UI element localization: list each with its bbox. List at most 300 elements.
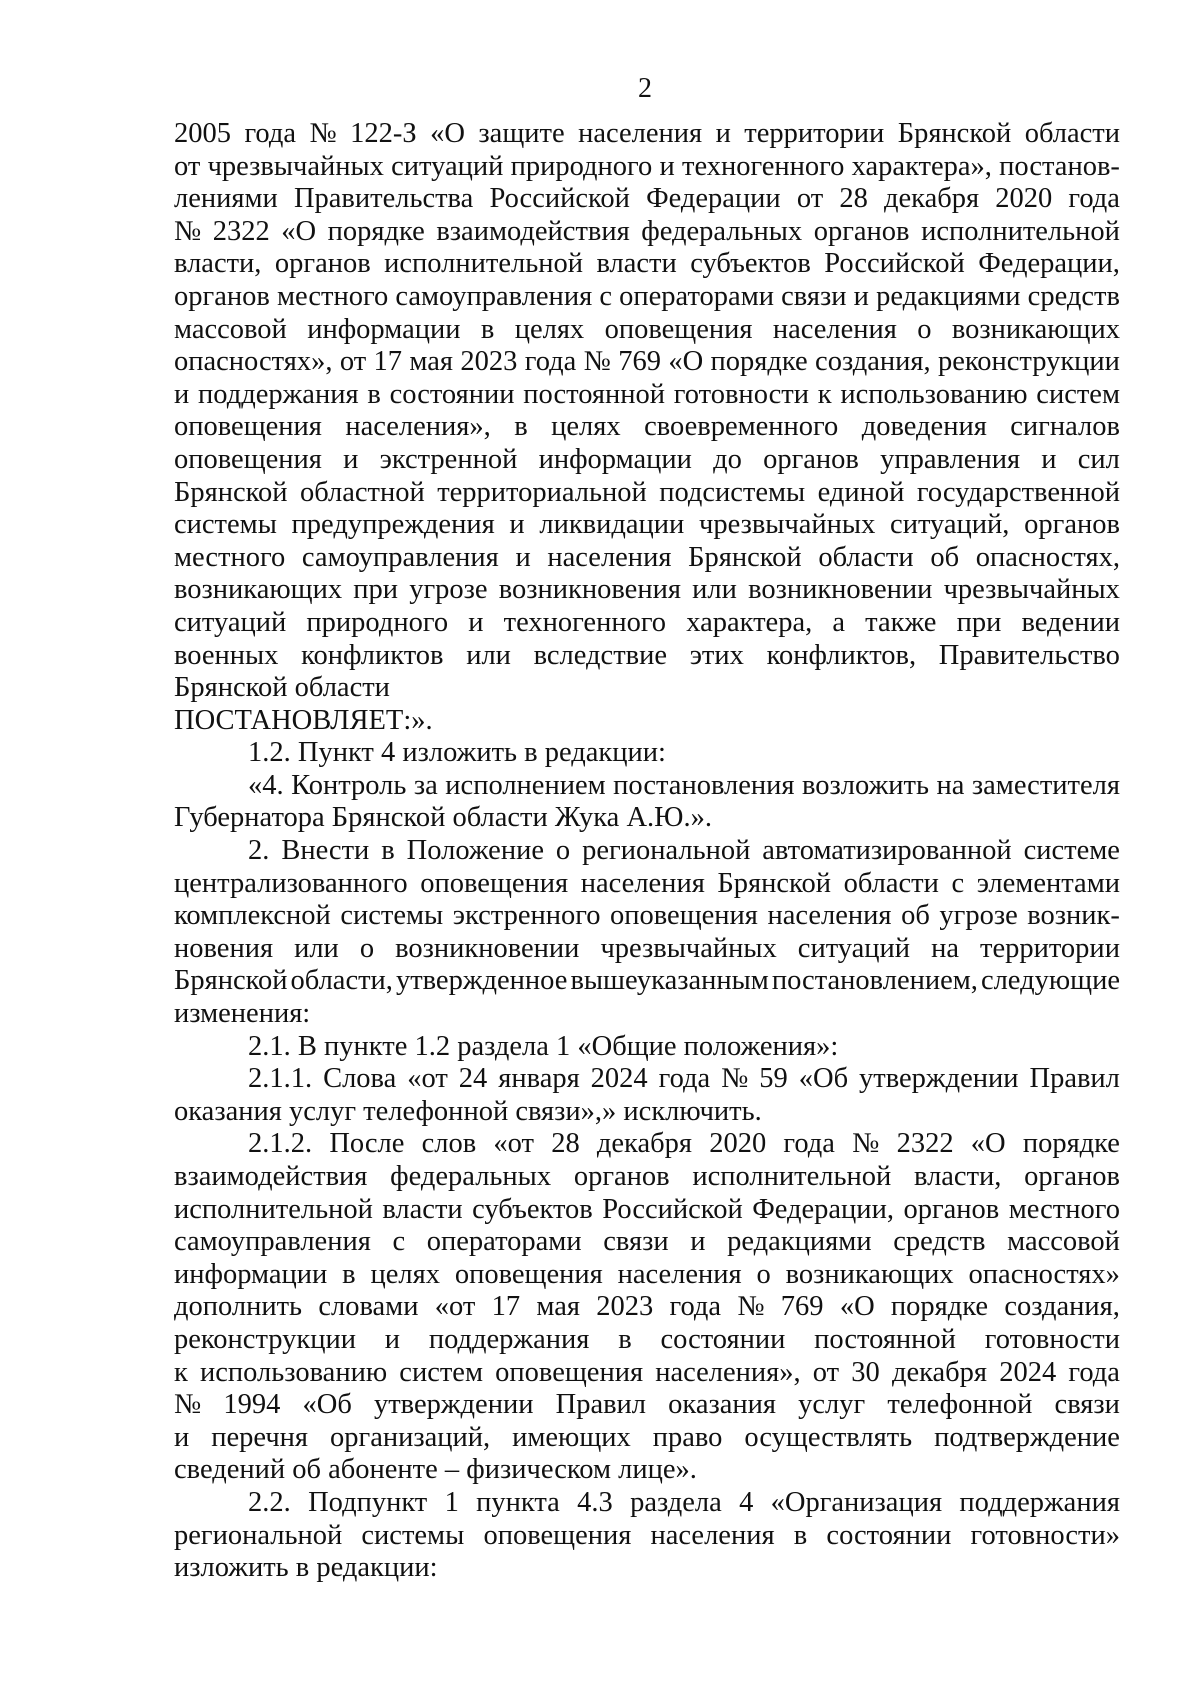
word: связи	[781, 280, 847, 312]
word: информации	[307, 313, 461, 345]
word: 28	[551, 1128, 580, 1160]
text-line	[174, 118, 1120, 151]
word: Российской	[489, 183, 630, 215]
text-line	[174, 1128, 1120, 1161]
word: организаций,	[330, 1421, 491, 1453]
word: населения	[767, 900, 892, 932]
word: от	[812, 1356, 840, 1388]
word: угрозе	[409, 574, 488, 606]
word: реконструкции	[937, 346, 1120, 378]
word: области	[1024, 118, 1120, 149]
word: также	[865, 606, 937, 638]
word: населения	[772, 313, 897, 345]
word: системы	[340, 900, 444, 932]
word: самоуправления	[395, 280, 593, 312]
word: постанов-	[999, 150, 1120, 182]
word: области,	[290, 965, 393, 997]
word: самоуправления	[301, 541, 499, 573]
word: субъектов	[472, 1193, 593, 1225]
word: власти,	[913, 1161, 1002, 1192]
word: 17	[491, 1291, 521, 1323]
word: системе	[1023, 835, 1120, 867]
word: порядке	[710, 346, 808, 378]
word: этих	[689, 639, 744, 671]
word: подтверждение	[934, 1421, 1120, 1453]
word: 4	[739, 1486, 754, 1518]
word: поддержания	[198, 378, 359, 410]
word: №	[852, 1128, 880, 1160]
word: исполнительной	[692, 1161, 892, 1192]
word: конфликтов	[301, 639, 444, 671]
word: населения	[617, 1258, 742, 1290]
word: в	[618, 1323, 632, 1355]
word: до	[713, 443, 742, 475]
word: Брянской	[174, 965, 288, 997]
word: в	[514, 411, 528, 443]
word: массовой	[174, 313, 287, 345]
text-line: изменения:	[174, 998, 311, 1030]
word: опасностях,	[975, 541, 1120, 573]
word: имеющих	[512, 1421, 631, 1453]
word: или	[466, 639, 511, 671]
word: при	[353, 574, 399, 606]
word: возникающих	[174, 574, 343, 606]
word: областной	[299, 476, 425, 508]
word: «от	[493, 1128, 534, 1160]
word: порядке	[890, 1291, 989, 1323]
word: 2.1.2.	[248, 1128, 313, 1160]
word: Российской	[824, 248, 965, 280]
word: оповещения	[604, 313, 753, 345]
word: №	[174, 1389, 202, 1421]
word: №	[309, 118, 337, 149]
word: 2020	[995, 183, 1053, 215]
text-line	[174, 574, 1120, 607]
text-line	[174, 1357, 1120, 1390]
word: связи	[603, 1226, 669, 1258]
word: местного	[1008, 1193, 1120, 1225]
word: вышеуказанным	[570, 965, 769, 997]
word: информации	[538, 443, 692, 475]
word: систем	[399, 1356, 483, 1388]
word: региональной	[174, 1519, 343, 1551]
word: органов	[763, 443, 859, 475]
word: ситуаций,	[890, 509, 1010, 541]
word: дополнить	[174, 1291, 303, 1323]
word: ситуаций	[174, 606, 287, 638]
word: власти	[382, 1193, 463, 1225]
word: использованию	[840, 378, 1028, 410]
word: №	[721, 1063, 749, 1095]
word: природного	[510, 150, 653, 182]
word: оповещения	[420, 867, 569, 899]
word: региональной	[582, 835, 751, 867]
word: «от	[407, 1063, 448, 1095]
word: Правил	[555, 1389, 647, 1421]
word: оповещения	[174, 443, 322, 475]
word: целях	[370, 1258, 440, 1290]
text-line	[174, 770, 1120, 803]
word: состоянии	[826, 1519, 952, 1551]
word: 2023	[596, 1291, 654, 1323]
word: населения	[547, 541, 672, 573]
word: населения	[578, 118, 703, 149]
word: состоянии	[389, 378, 515, 410]
word: органов	[573, 1161, 670, 1192]
word: утверждении	[859, 1063, 1019, 1095]
word: года	[524, 346, 577, 378]
word: чрезвычайных	[600, 932, 777, 964]
word: местного	[276, 280, 389, 312]
word: ситуаций	[797, 932, 911, 964]
word: «О	[839, 1291, 875, 1323]
word: постановления	[613, 769, 795, 801]
word: возникновении	[395, 932, 580, 964]
word: в	[480, 313, 495, 345]
text-line	[174, 900, 1120, 933]
text-line	[174, 1063, 1120, 1096]
word: органов	[1024, 509, 1120, 541]
word: «О	[281, 215, 317, 247]
word: взаимодействия	[436, 215, 630, 247]
word: государственной	[916, 476, 1120, 508]
text-line	[174, 314, 1120, 347]
word: года	[244, 118, 297, 149]
word: перечня	[211, 1421, 309, 1453]
word: за	[413, 769, 438, 801]
word: 2024	[590, 1063, 648, 1095]
word: связи	[1054, 1389, 1120, 1421]
word: редакциями	[727, 1226, 872, 1258]
word: и	[715, 118, 731, 149]
word: 769	[618, 346, 661, 378]
word: оповещения	[483, 1519, 632, 1551]
word: Правил	[1029, 1063, 1120, 1095]
word: централизованного	[174, 867, 408, 899]
word: средств	[893, 1226, 986, 1258]
word: территориальной	[437, 476, 647, 508]
text-line	[174, 1291, 1120, 1324]
word: «О	[970, 1128, 1006, 1160]
word: защите	[478, 118, 565, 149]
word: телефонной	[887, 1389, 1033, 1421]
word: 2.2.	[248, 1486, 291, 1518]
word: возникновении	[748, 574, 933, 606]
word: готовности	[673, 378, 810, 410]
word: опасностях»,	[174, 346, 333, 378]
word: органов	[813, 215, 910, 247]
word: словами	[318, 1291, 419, 1323]
word: или	[692, 574, 737, 606]
text-line	[174, 477, 1120, 510]
text-line	[174, 151, 1120, 184]
word: управления	[880, 443, 1021, 475]
word: целях	[514, 313, 585, 345]
text-line	[174, 444, 1120, 477]
text-line	[174, 1324, 1120, 1357]
word: создания,	[815, 346, 931, 378]
text-line: 1.2. Пункт 4 изложить в редакции:	[248, 737, 666, 769]
word: области	[818, 541, 914, 573]
word: «Об	[798, 1063, 849, 1095]
word: местного	[174, 541, 286, 573]
text-line: 2.1. В пункте 1.2 раздела 1 «Общие положения»:	[248, 1030, 839, 1062]
text-line	[174, 379, 1120, 412]
word: новения	[174, 932, 274, 964]
word: и	[343, 443, 359, 475]
document-body	[174, 118, 1120, 1585]
text-line	[174, 965, 1120, 998]
word: и	[659, 150, 675, 182]
word: После	[329, 1128, 405, 1160]
word: с	[392, 1226, 406, 1258]
word: операторами	[619, 280, 774, 312]
word: в	[793, 1519, 808, 1551]
word: редакциями	[876, 280, 1021, 312]
word: доведения	[861, 411, 987, 443]
word: 2322	[212, 215, 270, 247]
word: техногенного	[681, 150, 845, 182]
word: природного	[306, 606, 449, 638]
word: Брянской	[897, 118, 1012, 149]
text-line	[174, 281, 1120, 314]
word: порядке	[1022, 1128, 1120, 1160]
word: следующие	[980, 965, 1120, 997]
word: с	[599, 280, 612, 312]
word: 59	[759, 1063, 788, 1095]
word: к	[174, 1356, 188, 1388]
word: конфликтов,	[766, 639, 917, 671]
word: Слова	[323, 1063, 397, 1095]
word: о	[555, 835, 571, 867]
word: 2.1.1.	[248, 1063, 313, 1095]
word: а	[832, 606, 846, 638]
word: «4.	[248, 769, 284, 801]
word: 1994	[223, 1389, 281, 1421]
word: лениями	[174, 183, 278, 215]
word: от	[339, 346, 367, 378]
word: об	[930, 541, 960, 573]
word: населения	[650, 1519, 775, 1551]
word: военных	[174, 639, 279, 671]
text-line	[174, 216, 1120, 249]
text-line	[174, 411, 1120, 444]
word: систем	[1036, 378, 1120, 410]
word: элементами	[976, 867, 1120, 899]
word: органов	[174, 280, 270, 312]
word: исполнительной	[384, 248, 583, 280]
word: экстренной	[379, 443, 518, 475]
word: и	[853, 280, 869, 312]
word: Правительство	[938, 639, 1120, 671]
word: угрозе	[939, 900, 1018, 932]
word: порядке	[327, 215, 425, 247]
word: исполнительной	[921, 215, 1120, 247]
word: федеральных	[641, 215, 803, 247]
word: Положение	[406, 835, 544, 867]
word: раздела	[630, 1486, 722, 1518]
word: единой	[817, 476, 905, 508]
word: года	[783, 1128, 835, 1160]
word: территории	[744, 118, 885, 149]
word: утверждении	[373, 1389, 534, 1421]
word: декабря	[596, 1128, 692, 1160]
word: Внести	[281, 835, 370, 867]
word: заместителя	[971, 769, 1120, 801]
word: о	[756, 1258, 771, 1290]
word: подсистемы	[659, 476, 806, 508]
word: техногенного	[503, 606, 667, 638]
text-line	[174, 1259, 1120, 1292]
word: готовности»	[970, 1519, 1120, 1551]
text-line: Брянской области	[174, 672, 390, 704]
word: органов	[903, 1193, 1000, 1225]
word: января	[498, 1063, 580, 1095]
word: субъектов	[690, 248, 811, 280]
text-line	[174, 509, 1120, 542]
word: ситуаций	[391, 150, 504, 182]
word: и	[174, 1421, 190, 1453]
text-line	[174, 1226, 1120, 1259]
word: Федерации	[646, 183, 781, 215]
word: оказания	[668, 1389, 777, 1421]
word: возникающих	[785, 1258, 954, 1290]
word: области	[843, 867, 939, 899]
word: декабря	[884, 183, 980, 215]
word: или	[294, 932, 339, 964]
text-line	[174, 640, 1120, 673]
word: системы	[361, 1519, 465, 1551]
word: года	[658, 1063, 711, 1095]
text-line	[174, 1422, 1120, 1455]
word: мая	[409, 346, 454, 378]
text-line	[174, 1520, 1120, 1553]
word: федеральных	[390, 1161, 552, 1192]
word: своевременного	[644, 411, 839, 443]
word: сигналов	[1010, 411, 1120, 443]
word: взаимодействия	[174, 1161, 368, 1192]
word: и	[690, 1226, 706, 1258]
word: целях	[551, 411, 621, 443]
word: постоянной	[814, 1323, 956, 1355]
word: 17	[373, 346, 403, 378]
word: оповещения	[454, 1258, 603, 1290]
word: Брянской	[717, 867, 831, 899]
word: территории	[980, 932, 1120, 964]
text-line	[174, 835, 1120, 868]
text-line: ПОСТАНОВЛЯЕТ:».	[174, 704, 433, 736]
word: характера»,	[851, 150, 992, 182]
text-line: Губернатора Брянской области Жука А.Ю.».	[174, 802, 712, 834]
word: средств	[1027, 280, 1120, 312]
text-line	[174, 346, 1120, 379]
word: экстренного	[452, 900, 601, 932]
word: «О	[668, 346, 704, 378]
word: и	[1041, 443, 1057, 475]
word: с	[951, 867, 965, 899]
text-line	[174, 248, 1120, 281]
word: 2322	[896, 1128, 954, 1160]
word: возложить	[802, 769, 929, 801]
word: осуществлять	[744, 1421, 913, 1453]
word: декабря	[891, 1356, 988, 1388]
word: «от	[434, 1291, 476, 1323]
word: на	[936, 769, 965, 801]
word: поддержания	[428, 1323, 590, 1355]
word: о	[917, 313, 932, 345]
word: слов	[421, 1128, 477, 1160]
word: населения»,	[345, 411, 491, 443]
word: опасностях»	[968, 1258, 1120, 1290]
word: характера,	[686, 606, 813, 638]
word: №	[737, 1291, 765, 1323]
word: при	[956, 606, 1002, 638]
text-line: оказания услуг телефонной связи»,» исключить.	[174, 1095, 762, 1127]
text-line	[174, 868, 1120, 901]
word: 30	[851, 1356, 880, 1388]
word: №	[583, 346, 611, 378]
page-number: 2	[638, 73, 652, 104]
word: Правительства	[293, 183, 474, 215]
word: года	[1068, 1356, 1120, 1388]
word: постановлением,	[771, 965, 978, 997]
word: пункта	[476, 1486, 560, 1518]
word: «О	[430, 118, 465, 149]
word: состоянии	[660, 1323, 786, 1355]
word: создания,	[1004, 1291, 1120, 1323]
word: оповещения	[174, 411, 322, 443]
word: 122-З	[350, 118, 417, 149]
word: 28	[839, 183, 868, 215]
text-line: сведений об абоненте – физическом лице».	[174, 1454, 697, 1486]
word: «Об	[302, 1389, 352, 1421]
word: Федерации,	[978, 248, 1120, 280]
word: оповещения	[610, 900, 758, 932]
word: органов	[274, 248, 371, 280]
word: «Организация	[770, 1486, 943, 1518]
word: ликвидации	[539, 509, 685, 541]
text-line	[174, 607, 1120, 640]
word: предупреждения	[291, 509, 495, 541]
word: об	[901, 900, 930, 932]
word: Российской	[602, 1193, 743, 1225]
word: 4.3	[577, 1486, 613, 1518]
word: и	[384, 1323, 401, 1355]
word: 769	[780, 1291, 824, 1323]
word: населения»,	[655, 1356, 801, 1388]
word: вследствие	[533, 639, 668, 671]
word: чрезвычайных	[699, 509, 876, 541]
word: исполнением	[445, 769, 606, 801]
word: 2020	[709, 1128, 767, 1160]
word: ведении	[1021, 606, 1120, 638]
word: комплексной	[174, 900, 331, 932]
text-line	[174, 933, 1120, 966]
word: о	[359, 932, 375, 964]
word: самоуправления	[174, 1226, 371, 1258]
word: сил	[1077, 443, 1120, 475]
text-line	[174, 183, 1120, 216]
word: 2.	[248, 835, 270, 867]
word: использованию	[200, 1356, 388, 1388]
word: 1	[444, 1486, 459, 1518]
word: власти	[596, 248, 677, 280]
word: возникновения	[498, 574, 681, 606]
text-line	[174, 542, 1120, 575]
word: Брянской	[174, 476, 288, 508]
word: мая	[536, 1291, 580, 1323]
word: власти,	[174, 248, 262, 280]
